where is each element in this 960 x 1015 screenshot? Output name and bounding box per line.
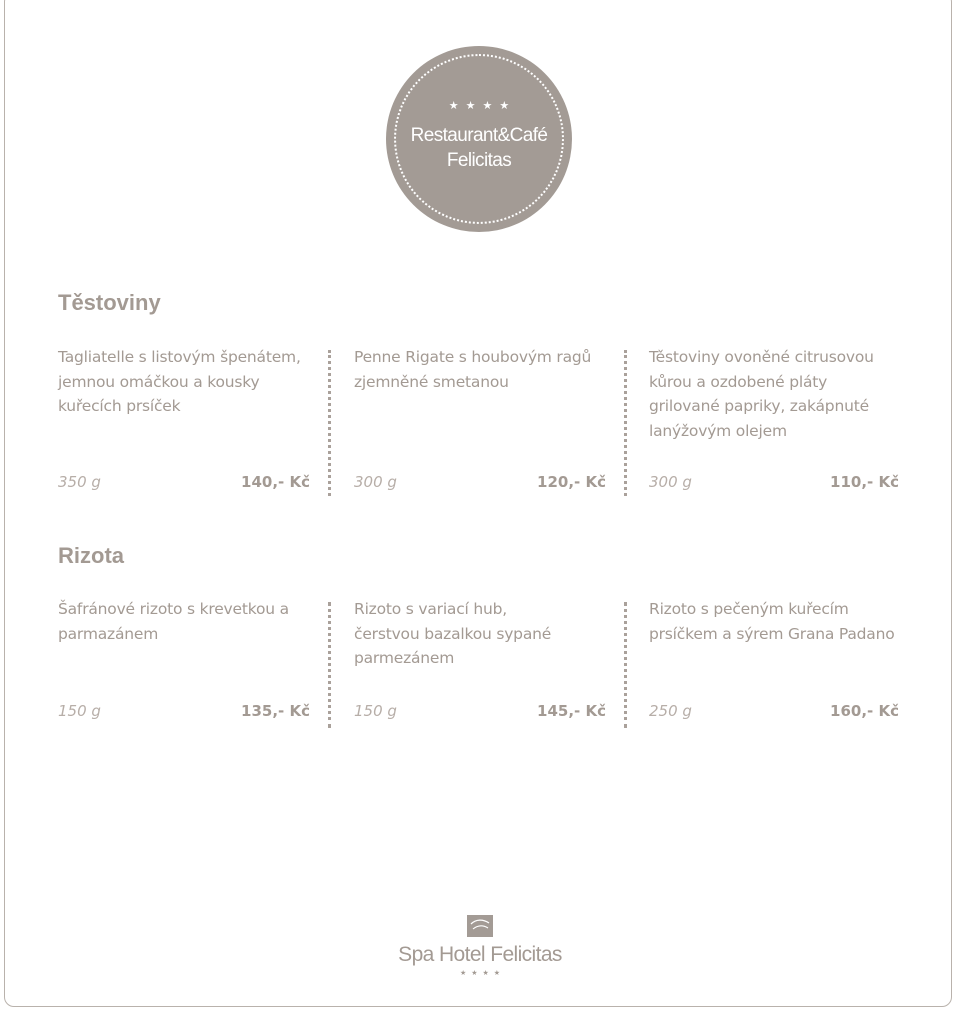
column-divider: [624, 602, 627, 728]
item-weight: 150 g: [354, 702, 397, 720]
column-divider: [328, 602, 331, 728]
logo-name-line2: Felicitas: [446, 150, 512, 171]
hotel-stars: ★★★★: [459, 969, 506, 977]
hotel-emblem-icon: [467, 915, 493, 937]
item-description: Rizoto s variací hub, čerstvou bazalkou sypané parmezánem: [354, 600, 552, 667]
item-weight: 300 g: [649, 473, 692, 491]
menu-item: [649, 345, 899, 497]
item-price: 110,- Kč: [830, 473, 899, 491]
item-price: 160,- Kč: [830, 702, 899, 720]
logo-name-line1: Restaurant&Café: [410, 125, 548, 146]
item-weight: 250 g: [649, 702, 692, 720]
item-weight: 300 g: [354, 473, 397, 491]
item-price: 145,- Kč: [537, 702, 606, 720]
item-description: Šafránové rizoto s krevetkou a parmazánem: [58, 600, 289, 643]
item-weight: 350 g: [58, 473, 101, 491]
item-price: 140,- Kč: [241, 473, 310, 491]
column-divider: [624, 350, 627, 496]
menu-item: [649, 597, 899, 727]
column-divider: [328, 350, 331, 496]
logo-stars: ★★★★: [448, 99, 517, 112]
item-description: Penne Rigate s houbovým ragů zjemněné smetanou: [354, 348, 592, 391]
item-weight: 150 g: [58, 702, 101, 720]
item-price: 120,- Kč: [537, 473, 606, 491]
menu-item: [354, 597, 606, 727]
menu-item: [58, 345, 310, 497]
item-price: 135,- Kč: [241, 702, 310, 720]
item-description: Těstoviny ovoněné citrusovou kůrou a ozdobené pláty grilované papriky, zakápnuté lanýžovým olejem: [649, 348, 874, 440]
menu-item: [58, 597, 310, 727]
section-title-rizota: Rizota: [58, 543, 124, 568]
item-description: Rizoto s pečeným kuřecím prsíčkem a sýrem Grana Padano: [649, 600, 895, 643]
hotel-name: Spa Hotel Felicitas: [398, 943, 562, 966]
hotel-logo: [380, 915, 580, 979]
section-title-testoviny: Těstoviny: [58, 290, 161, 315]
restaurant-logo: [386, 46, 572, 232]
menu-item: [354, 345, 606, 497]
item-description: Tagliatelle s listovým špenátem, jemnou omáčkou a kousky kuřecích prsíček: [58, 348, 301, 415]
